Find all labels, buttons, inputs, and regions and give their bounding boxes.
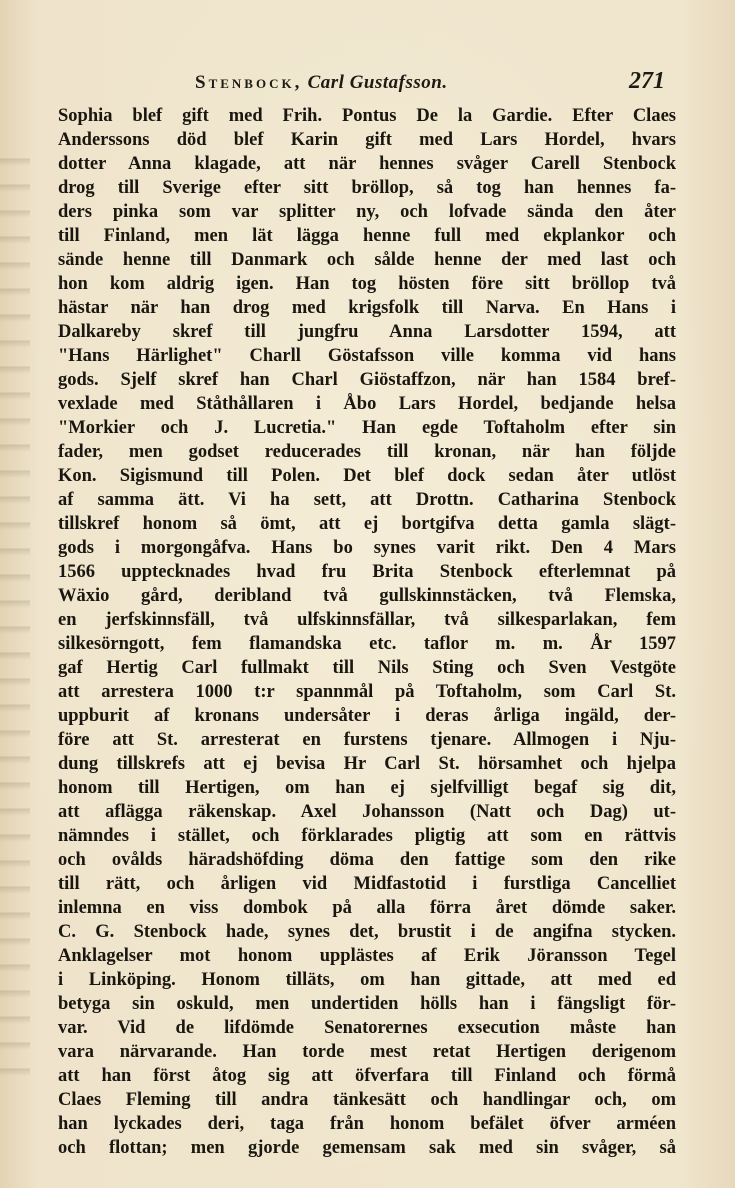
text-line: dung tillskrefs att ej bevisa Hr Carl St. hörsamhet och hjelpa xyxy=(58,754,676,774)
text-line: vara närvarande. Han torde mest retat Hertigen derigenom xyxy=(58,1042,676,1062)
text-line: att arrestera 1000 t:r spannmål på Toftaholm, som Carl St. xyxy=(58,682,676,702)
text-line: "Hans Härlighet" Charll Göstafsson ville komma vid hans xyxy=(58,346,676,366)
text-line: Wäxio gård, deribland två gullskinnstäcken, två Flemska, xyxy=(58,586,676,606)
text-line: i Linköping. Honom tilläts, om han gittade, att med ed xyxy=(58,970,676,990)
running-head-name: Stenbock, xyxy=(195,72,303,93)
text-line: Dalkareby skref till jungfru Anna Larsdotter 1594, att xyxy=(58,322,676,342)
text-line: Sophia blef gift med Frih. Pontus De la Gardie. Efter Claes xyxy=(58,106,676,126)
text-line: silkesörngott, fem flamandska etc. taflor m. m. År 1597 xyxy=(58,634,676,654)
text-line: af samma ätt. Vi ha sett, att Drottn. Catharina Stenbock xyxy=(58,490,676,510)
text-line: Claes Fleming till andra tänkesätt och handlingar och, om xyxy=(58,1090,676,1110)
bleed-through-margin xyxy=(0,140,30,1080)
text-line: tillskref honom så ömt, att ej bortgifva detta gamla slägt- xyxy=(58,514,676,534)
text-line: var. Vid de lifdömde Senatorernes exsecution måste han xyxy=(58,1018,676,1038)
text-line: ders pinka som var splitter ny, och lofvade sända den åter xyxy=(58,202,676,222)
text-line: hästar när han drog med krigsfolk till Narva. En Hans i xyxy=(58,298,676,318)
text-line: vexlade med Ståthållaren i Åbo Lars Hordel, bedjande helsa xyxy=(58,394,676,414)
text-line: gods i morgongåfva. Hans bo synes varit rikt. Den 4 Mars xyxy=(58,538,676,558)
running-head xyxy=(195,72,448,94)
text-line: Anderssons död blef Karin gift med Lars Hordel, hvars xyxy=(58,130,676,150)
text-line: fader, men godset reducerades till kronan, när han följde xyxy=(58,442,676,462)
text-line: nämndes i stället, och förklarades pligtig att som en rättvis xyxy=(58,826,676,846)
page-header xyxy=(195,68,665,98)
text-line: dotter Anna klagade, att när hennes svåger Carell Stenbock xyxy=(58,154,676,174)
text-line: Kon. Sigismund till Polen. Det blef dock sedan åter utlöst xyxy=(58,466,676,486)
text-line: betyga sin oskuld, men undertiden hölls han i fängsligt för- xyxy=(58,994,676,1014)
running-head-title: Carl Gustafsson. xyxy=(307,72,448,93)
text-line: drog till Sverige efter sitt bröllop, så tog han hennes fa- xyxy=(58,178,676,198)
text-line: en jerfskinnsfäll, två ulfskinnsfällar, två silkesparlakan, fem xyxy=(58,610,676,630)
page-number: 271 xyxy=(629,68,665,94)
text-line: sände henne till Danmark och sålde henne der med last och xyxy=(58,250,676,270)
text-line: till Finland, men lät lägga henne full med ekplankor och xyxy=(58,226,676,246)
text-line: han lyckades deri, taga från honom befälet öfver arméen xyxy=(58,1114,676,1134)
text-line: honom till Hertigen, om han ej sjelfvilligt begaf sig dit, xyxy=(58,778,676,798)
text-line: till rätt, och årligen vid Midfastotid i furstliga Cancelliet xyxy=(58,874,676,894)
text-line: gaf Hertig Carl fullmakt till Nils Sting och Sven Vestgöte xyxy=(58,658,676,678)
text-line: och flottan; men gjorde gemensam sak med sin svåger, så xyxy=(58,1138,676,1158)
text-line: C. G. Stenbock hade, synes det, brustit i de angifna stycken. xyxy=(58,922,676,942)
text-line: Anklagelser mot honom upplästes af Erik Jöransson Tegel xyxy=(58,946,676,966)
text-line: att han först åtog sig att öfverfara till Finland och förmå xyxy=(58,1066,676,1086)
text-line: inlemna en viss dombok på alla förra året dömde saker. xyxy=(58,898,676,918)
text-line: 1566 upptecknades hvad fru Brita Stenbock efterlemnat på xyxy=(58,562,676,582)
text-line: och ovålds häradshöfding döma den fattige som den rike xyxy=(58,850,676,870)
text-line: att aflägga räkenskap. Axel Johansson (Natt och Dag) ut- xyxy=(58,802,676,822)
body-text xyxy=(58,104,676,1160)
text-line: hon kom aldrig igen. Han tog hösten före sitt bröllop två xyxy=(58,274,676,294)
text-line: uppburit af kronans undersåter i deras årliga ingäld, der- xyxy=(58,706,676,726)
text-line: före att St. arresterat en furstens tjenare. Allmogen i Nju- xyxy=(58,730,676,750)
text-line: "Morkier och J. Lucretia." Han egde Toftaholm efter sin xyxy=(58,418,676,438)
text-line: gods. Sjelf skref han Charl Giöstaffzon, när han 1584 bref- xyxy=(58,370,676,390)
